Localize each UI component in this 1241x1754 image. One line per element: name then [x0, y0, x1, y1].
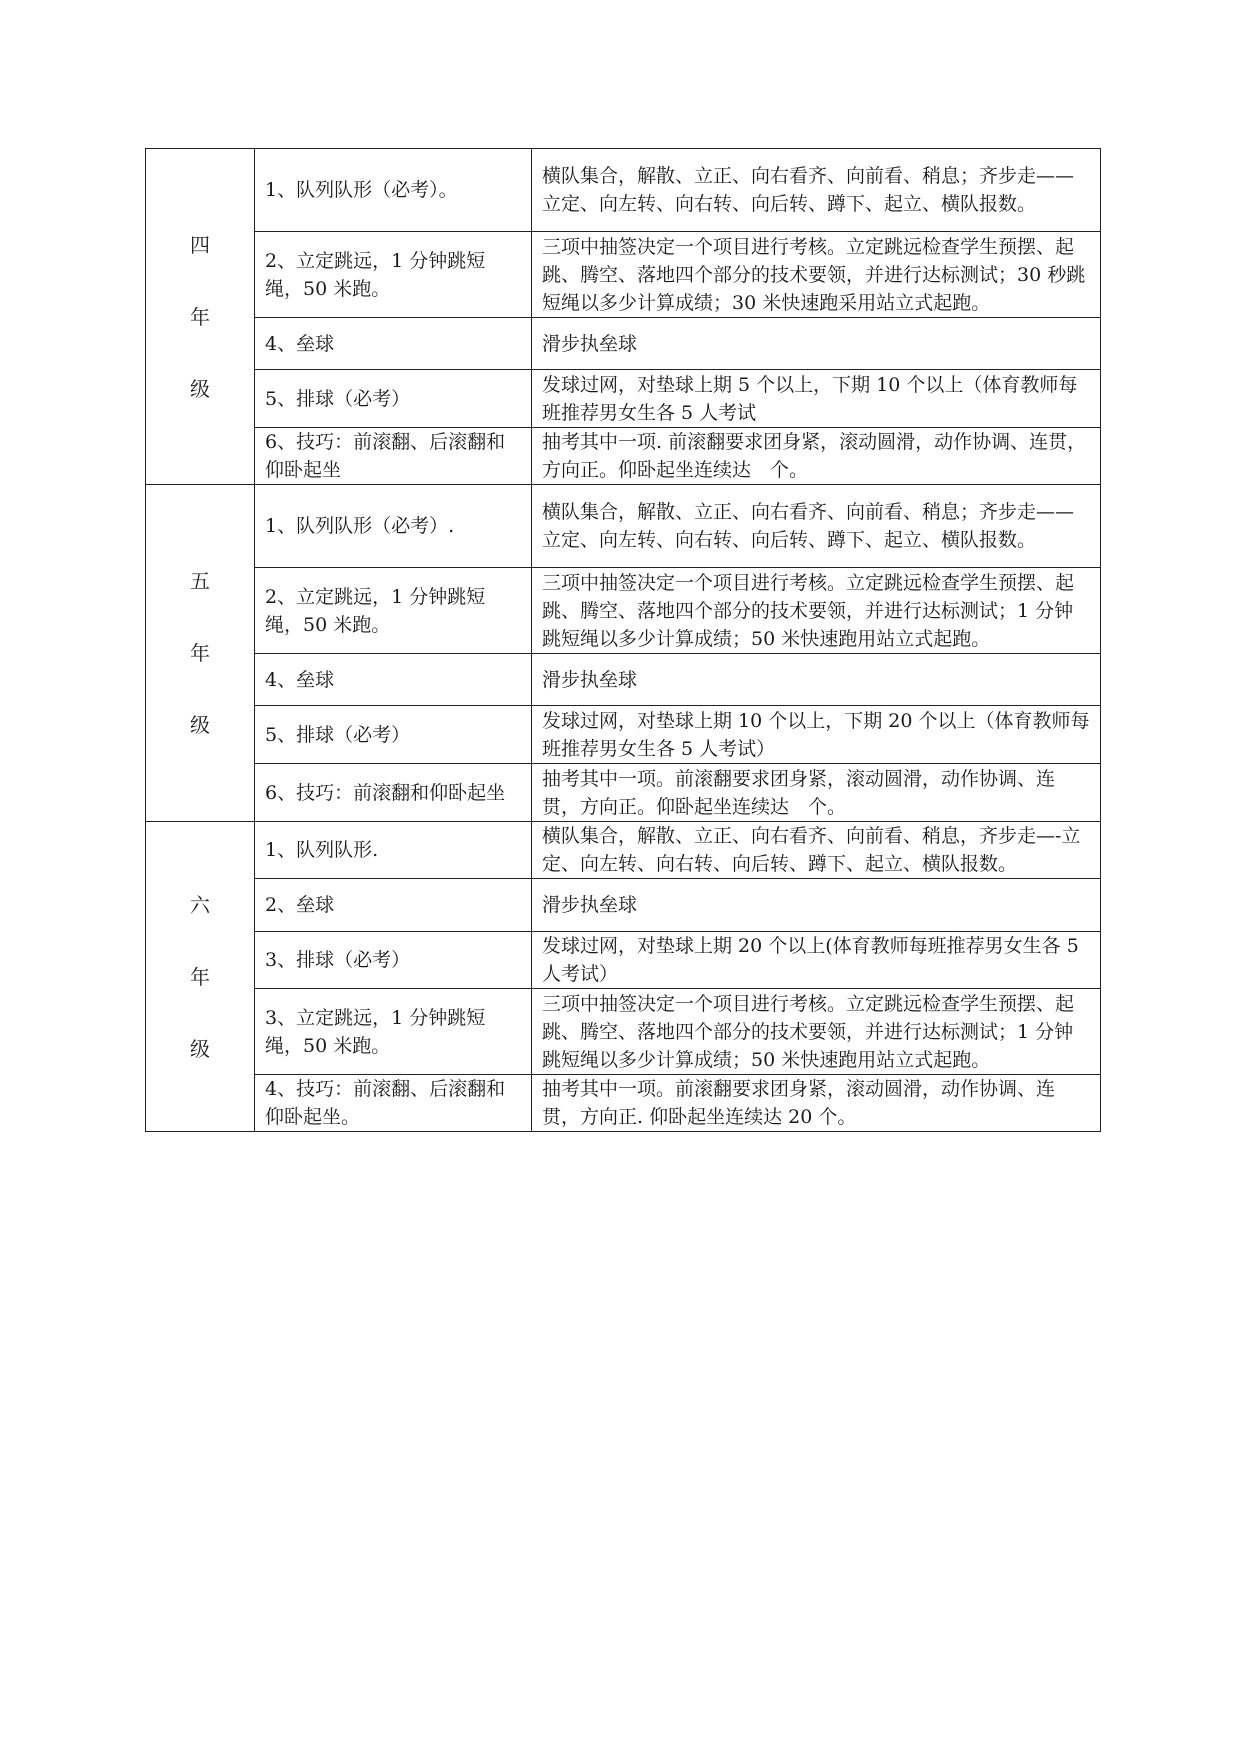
item-cell: 3、立定跳远，1 分钟跳短绳，50 米跑。: [255, 989, 532, 1075]
grade-cell-5: [146, 485, 255, 822]
item-cell: 5、排球（必考）: [255, 706, 532, 764]
assessment-table: [145, 148, 1101, 1132]
requirement-cell: 三项中抽签决定一个项目进行考核。立定跳远检查学生预摆、起跳、腾空、落地四个部分的技术要领，并进行达标测试；30 秒跳短绳以多少计算成绩；30 米快速跑采用站立式起跑。: [532, 232, 1101, 318]
requirement-cell: 横队集合，解散、立正、向右看齐、向前看、稍息，齐步走—-立定、向左转、向右转、向后转、蹲下、起立、横队报数。: [532, 822, 1101, 879]
table-row: [146, 370, 1101, 428]
requirement-cell: 三项中抽签决定一个项目进行考核。立定跳远检查学生预摆、起跳、腾空、落地四个部分的技术要领，并进行达标测试；1 分钟跳短绳以多少计算成绩；50 米快速跑用站立式起跑。: [532, 568, 1101, 654]
table-row: [146, 706, 1101, 764]
table-row: [146, 1075, 1101, 1132]
item-cell: 3、排球（必考）: [255, 932, 532, 989]
table-row: [146, 232, 1101, 318]
item-cell: 1、队列队形（必考）。: [255, 149, 532, 232]
requirement-cell: 发球过网，对垫球上期 10 个以上，下期 20 个以上（体育教师每班推荐男女生各 5 人考试）: [532, 706, 1101, 764]
requirement-cell: 滑步执垒球: [532, 654, 1101, 706]
requirement-cell: 滑步执垒球: [532, 879, 1101, 932]
table-row: [146, 149, 1101, 232]
grade-cell-6: [146, 822, 255, 1132]
item-cell: 4、垒球: [255, 654, 532, 706]
item-cell: 2、垒球: [255, 879, 532, 932]
requirement-cell: 抽考其中一项。前滚翻要求团身紧，滚动圆滑，动作协调、连贯，方向正。仰卧起坐连续达 个。: [532, 764, 1101, 822]
grade-char: 四: [190, 232, 210, 257]
requirement-cell: 三项中抽签决定一个项目进行考核。立定跳远检查学生预摆、起跳、腾空、落地四个部分的技术要领，并进行达标测试；1 分钟跳短绳以多少计算成绩；50 米快速跑用站立式起跑。: [532, 989, 1101, 1075]
table-row: [146, 568, 1101, 654]
grade-char: 年: [190, 304, 210, 329]
item-cell: 1、队列队形（必考）.: [255, 485, 532, 568]
item-cell: 4、垒球: [255, 318, 532, 370]
grade-cell-4: [146, 149, 255, 485]
item-cell: 6、技巧：前滚翻、后滚翻和仰卧起坐: [255, 428, 532, 485]
grade-char: 年: [190, 641, 210, 665]
grade-char: 级: [190, 713, 210, 737]
requirement-cell: 发球过网，对垫球上期 5 个以上，下期 10 个以上（体育教师每班推荐男女生各 5 人考试: [532, 370, 1101, 428]
table-row: [146, 879, 1101, 932]
grade-char: 年: [190, 964, 210, 989]
item-cell: 4、技巧：前滚翻、后滚翻和仰卧起坐。: [255, 1075, 532, 1132]
table-row: [146, 318, 1101, 370]
requirement-cell: 滑步执垒球: [532, 318, 1101, 370]
requirement-cell: 抽考其中一项. 前滚翻要求团身紧，滚动圆滑，动作协调、连贯，方向正。仰卧起坐连续达 个。: [532, 428, 1101, 485]
table-row: [146, 932, 1101, 989]
requirement-cell: 抽考其中一项。前滚翻要求团身紧，滚动圆滑，动作协调、连贯，方向正. 仰卧起坐连续达 20 个。: [532, 1075, 1101, 1132]
grade-char: 级: [190, 376, 210, 401]
grade-char: 级: [190, 1036, 210, 1061]
item-cell: 2、立定跳远，1 分钟跳短绳，50 米跑。: [255, 232, 532, 318]
table-row: [146, 764, 1101, 822]
requirement-cell: 发球过网，对垫球上期 20 个以上(体育教师每班推荐男女生各 5 人考试）: [532, 932, 1101, 989]
table-row: [146, 989, 1101, 1075]
item-cell: 5、排球（必考）: [255, 370, 532, 428]
table-row: [146, 822, 1101, 879]
grade-char: 五: [190, 569, 210, 593]
table-row: [146, 485, 1101, 568]
item-cell: 1、队列队形.: [255, 822, 532, 879]
requirement-cell: 横队集合，解散、立正、向右看齐、向前看、稍息；齐步走——立定、向左转、向右转、向后转、蹲下、起立、横队报数。: [532, 149, 1101, 232]
table-row: [146, 428, 1101, 485]
grade-char: 六: [190, 892, 210, 917]
table-row: [146, 654, 1101, 706]
requirement-cell: 横队集合，解散、立正、向右看齐、向前看、稍息；齐步走——立定、向左转、向右转、向后转、蹲下、起立、横队报数。: [532, 485, 1101, 568]
item-cell: 6、技巧：前滚翻和仰卧起坐: [255, 764, 532, 822]
item-cell: 2、立定跳远，1 分钟跳短绳，50 米跑。: [255, 568, 532, 654]
